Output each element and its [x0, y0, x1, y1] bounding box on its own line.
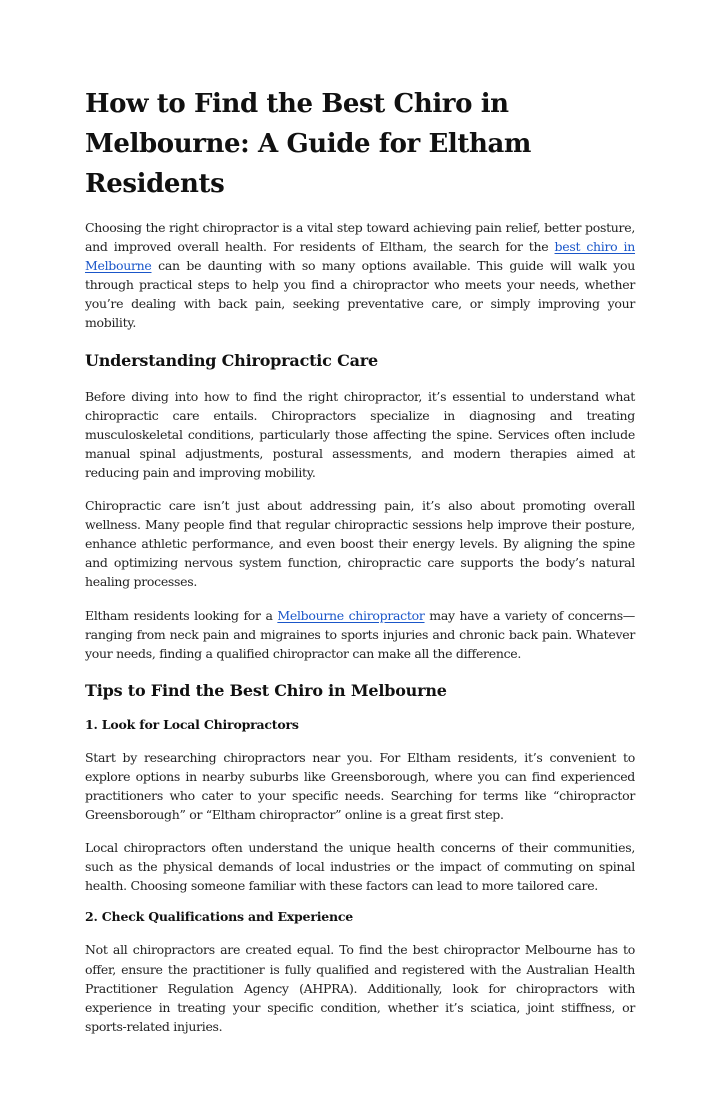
intro-text-after-link: can be daunting with so many options available. This guide will walk you through practical steps to help you find a chiropractor who meets your needs, whether you’re dealing with back pain, seeking preventative care, or simply improving your mobility.: [85, 258, 635, 331]
intro-paragraph: [85, 218, 635, 333]
para3-text-before-link: Eltham residents looking for a: [85, 607, 278, 623]
tip1-paragraph-1: Start by researching chiropractors near you. For Eltham residents, it’s convenient to explore options in nearby suburbs like Greensborough, where you can find experienced practitioners who cater to your specific needs. Searching for terms like “chiropractor Greensborough” or “Eltham chiropractor” online is a great first step.: [85, 749, 635, 823]
section-heading-tips: Tips to Find the Best Chiro in Melbourne: [85, 680, 447, 700]
section1-paragraph-1: Before diving into how to find the right chiropractor, it’s essential to understand what chiropractic care entails. Chiropractors specialize in diagnosing and treating musculoskeletal conditions, particularly those affecting the spine. Services often include manual spinal adjustments, postural assessments, and modern therapies aimed at reducing pain and improving mobility.: [85, 388, 635, 480]
tip2-paragraph-1: Not all chiropractors are created equal. To find the best chiropractor Melbourne has to offer, ensure the practitioner is fully qualified and registered with the Australian Health Practitioner Regulation Agency (AHPRA). Additionally, look for chiropractors with experience in treating your specific condition, whether it’s sciatica, joint stiffness, or sports-related injuries.: [85, 942, 635, 1034]
intro-text-before-link: Choosing the right chiropractor is a vital step toward achieving pain relief, better posture, and improved overall health. For residents of Eltham, the search for the: [85, 220, 635, 255]
document-page: [85, 84, 635, 1036]
best-chiro-link[interactable]: best chiro in Melbourne: [85, 239, 636, 274]
tip1-paragraph-2: Local chiropractors often understand the unique health concerns of their communities, such as the physical demands of local industries or the impact of commuting on spinal health. Choosing someone familiar with these factors can lead to more tailored care.: [85, 840, 635, 894]
melbourne-chiropractor-link[interactable]: Melbourne chiropractor: [277, 607, 425, 623]
page-title: How to Find the Best Chiro in Melbourne: A Guide for Eltham Residents: [85, 89, 532, 199]
tip1-heading: 1. Look for Local Chiropractors: [85, 716, 299, 732]
section1-paragraph-2: Chiropractic care isn’t just about addressing pain, it’s also about promoting overall wellness. Many people find that regular chiropractic sessions help improve their posture, enhance athletic performance, and even boost their energy levels. By aligning the spine and optimizing nervous system function, chiropractic care supports the body’s natural healing processes.: [85, 498, 635, 590]
para3-text-after-link: may have a variety of concerns—ranging from neck pain and migraines to sports injuries and chronic back pain. Whatever your needs, finding a qualified chiropractor can make all the difference.: [85, 607, 636, 661]
tip2-heading: 2. Check Qualifications and Experience: [85, 909, 354, 925]
section-heading-understanding: Understanding Chiropractic Care: [85, 350, 379, 370]
section1-paragraph-3: [85, 606, 635, 663]
